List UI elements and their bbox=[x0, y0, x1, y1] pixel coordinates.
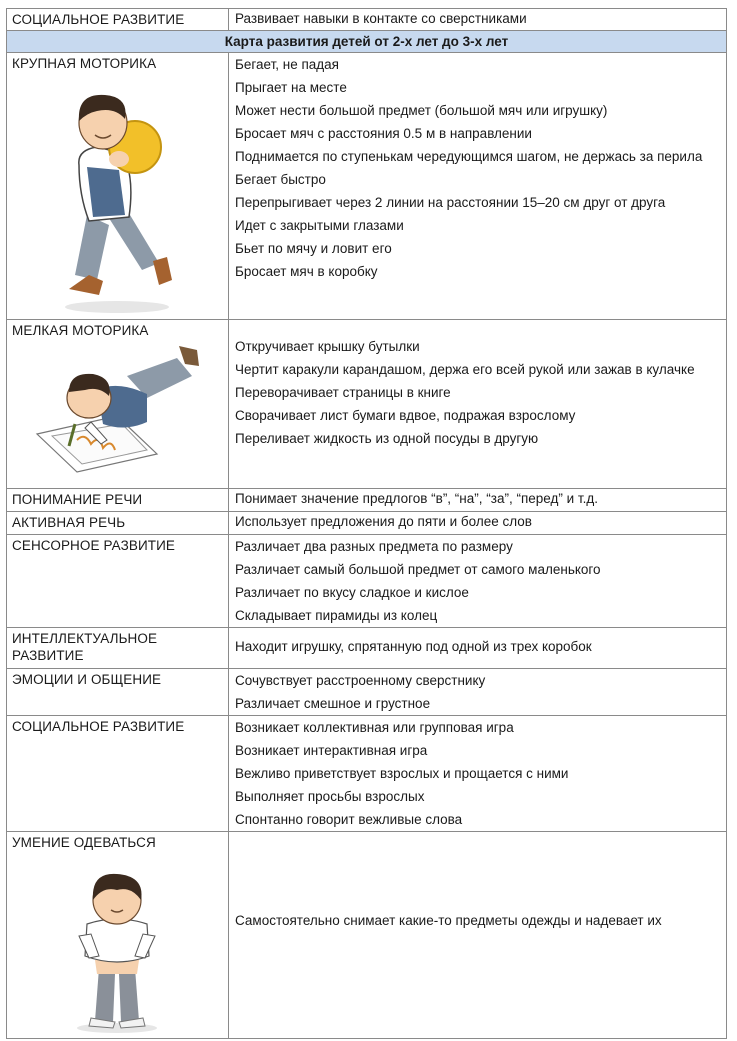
list-item: Переливает жидкость из одной посуды в другую bbox=[235, 431, 539, 446]
list-item: Различает смешное и грустное bbox=[235, 696, 431, 711]
category-cell bbox=[7, 320, 229, 489]
category-label: ЭМОЦИИ И ОБЩЕНИЕ bbox=[12, 672, 162, 687]
development-table bbox=[6, 8, 727, 1039]
table-row bbox=[7, 669, 727, 716]
table-title: Карта развития детей от 2-х лет до 3-х лет bbox=[7, 31, 727, 53]
list-item: Возникает интерактивная игра bbox=[235, 743, 428, 758]
list-item: Использует предложения до пяти и более слов bbox=[235, 514, 532, 529]
category-cell bbox=[7, 512, 229, 535]
table-row bbox=[7, 9, 727, 31]
list-item: Перепрыгивает через 2 линии на расстоянии 15–20 см друг от друга bbox=[235, 195, 666, 210]
list-item: Различает самый большой предмет от самого маленького bbox=[235, 562, 601, 577]
category-label: УМЕНИЕ ОДЕВАТЬСЯ bbox=[12, 835, 156, 850]
list-item: Бросает мяч в коробку bbox=[235, 264, 378, 279]
items-cell bbox=[229, 628, 727, 669]
list-item: Чертит каракули карандашом, держа его всей рукой или зажав в кулачке bbox=[235, 362, 695, 377]
items-cell bbox=[229, 535, 727, 628]
category-label: АКТИВНАЯ РЕЧЬ bbox=[12, 515, 126, 530]
list-item: Выполняет просьбы взрослых bbox=[235, 789, 425, 804]
items-cell bbox=[229, 716, 727, 832]
category-label: ПОНИМАНИЕ РЕЧИ bbox=[12, 492, 143, 507]
list-item: Идет с закрытыми глазами bbox=[235, 218, 404, 233]
list-item: Прыгает на месте bbox=[235, 80, 347, 95]
category-cell bbox=[7, 716, 229, 832]
list-item: Сворачивает лист бумаги вдвое, подражая взрослому bbox=[235, 408, 576, 423]
items-cell bbox=[229, 9, 727, 31]
items-cell bbox=[229, 669, 727, 716]
list-item: Понимает значение предлогов “в”, “на”, “за”, “перед” и т.д. bbox=[235, 491, 598, 506]
table-row bbox=[7, 628, 727, 669]
table-row bbox=[7, 535, 727, 628]
boy-carrying-ball-icon bbox=[7, 75, 228, 320]
list-item: Различает два разных предмета по размеру bbox=[235, 539, 513, 554]
list-item: Бьет по мячу и ловит его bbox=[235, 241, 392, 256]
items-cell bbox=[229, 320, 727, 489]
table-row bbox=[7, 832, 727, 1039]
category-label: СЕНСОРНОЕ РАЗВИТИЕ bbox=[12, 538, 176, 553]
list-item: Находит игрушку, спрятанную под одной из трех коробок bbox=[235, 639, 592, 654]
list-item: Сочувствует расстроенному сверстнику bbox=[235, 673, 486, 688]
category-cell bbox=[7, 535, 229, 628]
list-item: Различает по вкусу сладкое и кислое bbox=[235, 585, 469, 600]
list-item: Самостоятельно снимает какие-то предметы одежды и надевает их bbox=[235, 913, 662, 928]
list-item: Спонтанно говорит вежливые слова bbox=[235, 812, 463, 827]
items-cell bbox=[229, 832, 727, 1039]
list-item: Поднимается по ступенькам чередующимся шагом, не держась за перила bbox=[235, 149, 703, 164]
list-item: Складывает пирамиды из колец bbox=[235, 608, 438, 623]
list-item: Бегает быстро bbox=[235, 172, 326, 187]
list-item: Откручивает крышку бутылки bbox=[235, 339, 420, 354]
list-item: Развивает навыки в контакте со сверстниками bbox=[235, 11, 527, 26]
category-cell bbox=[7, 9, 229, 31]
list-item: Вежливо приветствует взрослых и прощается с ними bbox=[235, 766, 569, 781]
items-cell bbox=[229, 53, 727, 320]
boy-drawing-icon bbox=[7, 336, 228, 486]
table-row bbox=[7, 512, 727, 535]
category-cell bbox=[7, 669, 229, 716]
table-row bbox=[7, 31, 727, 53]
category-cell bbox=[7, 53, 229, 320]
items-cell bbox=[229, 489, 727, 512]
list-item: Бросает мяч с расстояния 0.5 м в направлении bbox=[235, 126, 532, 141]
category-label: КРУПНАЯ МОТОРИКА bbox=[12, 56, 157, 71]
category-cell bbox=[7, 489, 229, 512]
boy-undressing-icon bbox=[7, 856, 228, 1038]
category-label: МЕЛКАЯ МОТОРИКА bbox=[12, 323, 149, 338]
category-label: СОЦИАЛЬНОЕ РАЗВИТИЕ bbox=[12, 12, 185, 27]
table-row bbox=[7, 53, 727, 320]
list-item: Бегает, не падая bbox=[235, 57, 339, 72]
list-item: Может нести большой предмет (большой мяч или игрушку) bbox=[235, 103, 608, 118]
table-row bbox=[7, 489, 727, 512]
category-cell bbox=[7, 628, 229, 669]
table-row bbox=[7, 320, 727, 489]
table-row bbox=[7, 716, 727, 832]
category-label: ИНТЕЛЛЕКТУАЛЬНОЕ РАЗВИТИЕ bbox=[12, 631, 158, 663]
category-cell bbox=[7, 832, 229, 1039]
list-item: Возникает коллективная или групповая игра bbox=[235, 720, 514, 735]
items-cell bbox=[229, 512, 727, 535]
category-label: СОЦИАЛЬНОЕ РАЗВИТИЕ bbox=[12, 719, 185, 734]
list-item: Переворачивает страницы в книге bbox=[235, 385, 451, 400]
